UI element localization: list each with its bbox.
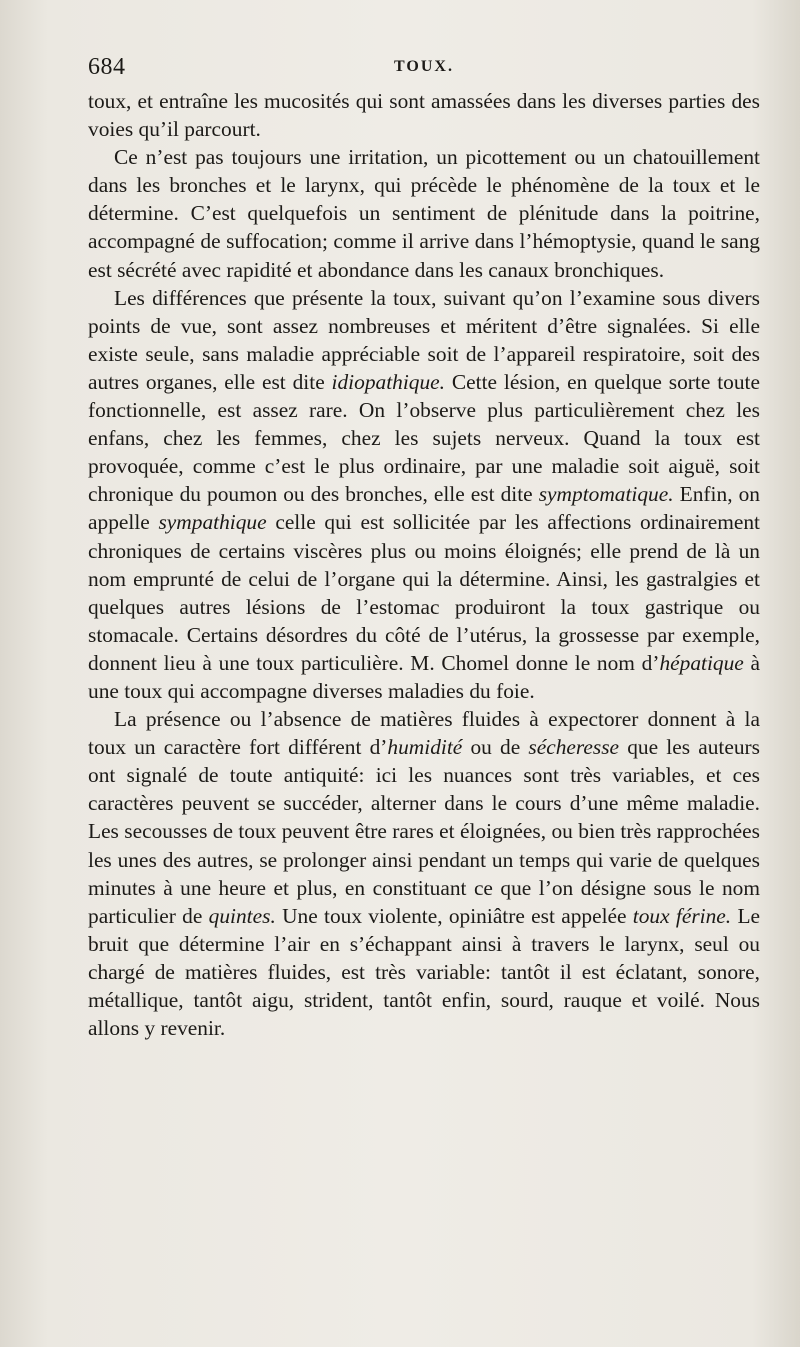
text-run: Une toux violente, opiniâtre est appelée (275, 903, 633, 928)
italic-term: idiopathique. (331, 369, 446, 394)
text-run: que les auteurs ont signalé de toute antiquité: ici les nuances sont très variables, et ces caractères peuvent se succéder, alterner dans le cours d’une même maladie. Les secousses de toux peuvent être rares et éloignées, ou bien très rapprochées les unes des autres, se prolonger ainsi pendant un temps qui varie de quelques minutes à une heure et plus, en constituant ce que l’on désigne sous le nom particulier de (88, 735, 760, 928)
page-header (88, 54, 760, 86)
italic-term: quintes. (208, 903, 276, 928)
text-run: Ce n’est pas toujours une irritation, un picottement ou un chatouillement dans les bronches et le larynx, qui précède le phénomène de la toux et le détermine. C’est quelquefois un sentiment de plénitude dans la poitrine, accompagné de suffocation; comme il arrive dans l’hémoptysie, quand le sang est sécrété avec rapidité et abondance dans les canaux bronchiques. (88, 145, 760, 282)
body-text (88, 87, 760, 1042)
text-run: La présence ou l’absence de matières fluides à expectorer donnent à la toux un caractère fort différent d’ (88, 707, 760, 760)
italic-term: humidité (387, 735, 463, 760)
italic-term: sécheresse (528, 735, 620, 760)
page-number: 684 (88, 54, 126, 80)
italic-term: sympathique (158, 510, 267, 535)
text-run: Les différences que présente la toux, suivant qu’on l’examine sous divers points de vue, sont assez nombreuses et méritent d’être signalées. Si elle existe seule, sans maladie appréciable soit de l’appareil respiratoire, soit des autres organes, elle est dite (88, 285, 760, 394)
text-run: toux, et entraîne les mucosités qui sont amassées dans les diverses parties des voies qu’il parcourt. (88, 89, 760, 142)
text-run: Enfin, on appelle (88, 482, 760, 535)
paragraph-3 (88, 284, 760, 705)
italic-term: hépatique (659, 650, 744, 675)
paragraph-4 (88, 705, 760, 1042)
text-run: celle qui est sollicitée par les affections ordinairement chroniques de certains viscères plus ou moins éloignés; elle prend de là un nom emprunté de celui de l’organe qui la détermine. Ainsi, les gastralgies et quelques autres lésions de l’estomac produiront la toux gastrique ou stomacale. Certains désordres du côté de l’utérus, la grossesse par exemple, donnent lieu à une toux particulière. M. Chomel donne le nom d’ (88, 510, 760, 675)
paragraph-1 (88, 87, 760, 143)
paragraph-2 (88, 143, 760, 283)
italic-term: toux férine. (632, 903, 732, 928)
text-run: ou de (462, 735, 529, 760)
running-head: TOUX. (394, 58, 454, 75)
text-run: à une toux qui accompagne diverses maladies du foie. (88, 650, 761, 703)
text-run: Cette lésion, en quelque sorte toute fonctionnelle, est assez rare. On l’observe plus particulièrement chez les enfans, chez les femmes, chez les sujets nerveux. Quand la toux est provoquée, comme c’est le plus ordinaire, par une maladie soit aiguë, soit chronique du poumon ou des bronches, elle est dite (88, 369, 760, 507)
text-run: Le bruit que détermine l’air en s’échappant ainsi à travers le larynx, seul ou chargé de matières fluides, est très variable: tantôt il est éclatant, sonore, métallique, tantôt aigu, strident, tantôt enfin, sourd, rauque et voilé. Nous allons y revenir. (88, 903, 760, 1041)
italic-term: symptomatique. (538, 482, 674, 507)
